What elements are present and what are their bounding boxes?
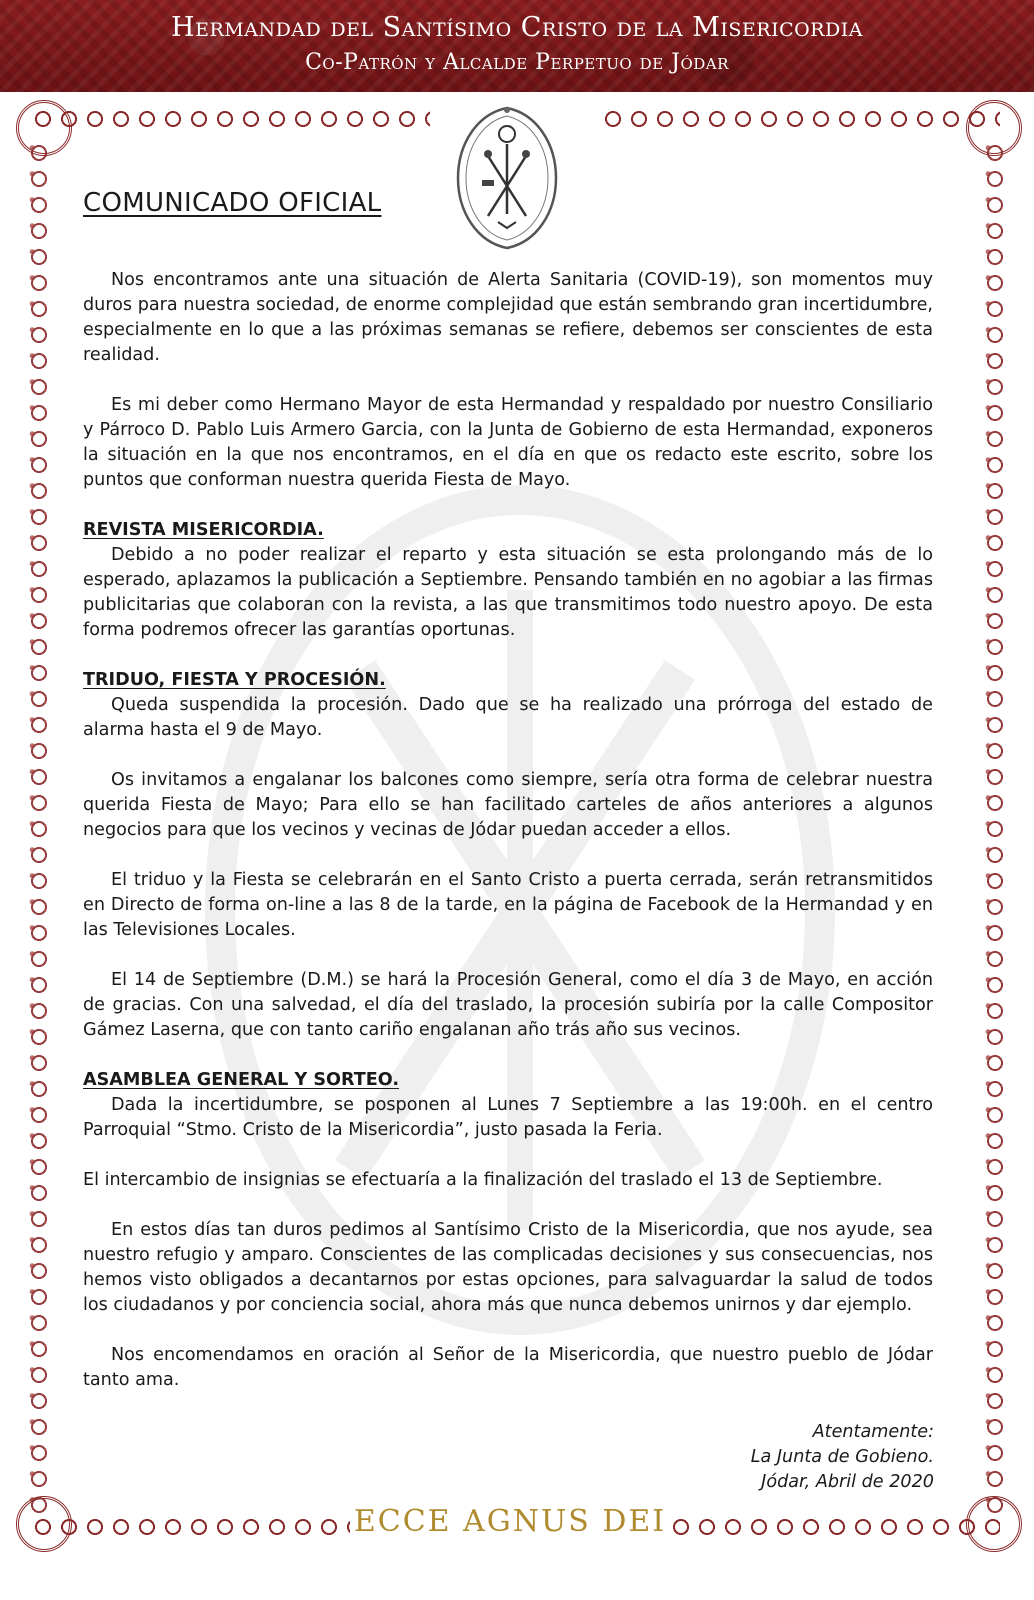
header-title: Hermandad del Santísimo Cristo de la Misericordia — [171, 12, 863, 43]
section-heading-triduo: TRIDUO, FIESTA Y PROCESIÓN. — [83, 670, 386, 690]
header-banner — [0, 0, 1034, 92]
paragraph: Dada la incertidumbre, se posponen al Lunes 7 Septiembre a las 19:00h. en el centro Parroquial “Stmo. Cristo de la Misericordia”, justo pasada la Feria. — [83, 1095, 933, 1140]
paragraph: El 14 de Septiembre (D.M.) se hará la Procesión General, como el día 3 de Mayo, en acción de gracias. Con una salvedad, el día del traslado, la procesión subiría por la calle Compositor Gámez Laserna, que con tanto cariño engalanan año trás año sus vecinos. — [83, 970, 933, 1040]
brotherhood-crest-icon — [452, 104, 562, 252]
section-heading-asamblea: ASAMBLEA GENERAL Y SORTEO. — [83, 1070, 400, 1090]
paragraph: Nos encontramos ante una situación de Alerta Sanitaria (COVID-19), son momentos muy duros para nuestra sociedad, de enorme complejidad que están sembrando gran incertidumbre, especialmente en lo que a las próximas semanas se refiere, debemos ser conscientes de esta realidad. — [83, 270, 933, 365]
signature-salutation: Atentamente: — [812, 1422, 934, 1442]
paragraph: El intercambio de insignias se efectuaría a la finalización del traslado el 13 de Septiembre. — [83, 1170, 883, 1190]
header-subtitle: Co-Patrón y Alcalde Perpetuo de Jódar — [305, 50, 729, 75]
ornamental-border-left — [22, 140, 56, 1520]
paragraph: En estos días tan duros pedimos al Santísimo Cristo de la Misericordia, que nos ayude, sea nuestro refugio y amparo. Conscientes de las complicadas decisiones y sus consecuencias, nos hemos visto obligados a decantarnos por estas opciones, para salvaguardar la salud de todos los ciudadanos y por conciencia social, ahora más que nunca debemos unirnos y dar ejemplo. — [83, 1220, 933, 1315]
page-title: COMUNICADO OFICIAL — [83, 188, 382, 218]
corner-ornament-icon — [966, 1496, 1022, 1552]
paragraph: Queda suspendida la procesión. Dado que se ha realizado una prórroga del estado de alarma hasta el 9 de Mayo. — [83, 695, 933, 740]
signature-block — [751, 1420, 934, 1495]
signature-place-date: Jódar, Abril de 2020 — [761, 1472, 934, 1492]
ornamental-border-right — [978, 140, 1012, 1520]
signature-signer: La Junta de Gobieno. — [750, 1447, 934, 1467]
paragraph: Os invitamos a engalanar los balcones como siempre, sería otra forma de celebrar nuestra querida Fiesta de Mayo; Para ello se han facilitado carteles de años anteriores a algunos negocios para que los vecinos y vecinas de Jódar puedan acceder a ellos. — [83, 770, 933, 840]
paragraph: Debido a no poder realizar el reparto y esta situación se esta prolongando más de lo esperado, aplazamos la publicación a Septiembre. Pensando también en no agobiar a las firmas publicitarias que colaboran con la revista, a las que transmitimos todo nuestro apoyo. De esta forma podremos ofrecer las garantías oportunas. — [83, 545, 933, 640]
paragraph: El triduo y la Fiesta se celebrarán en el Santo Cristo a puerta cerrada, serán retransmitidos en Directo de forma on-line a las 8 de la tarde, en la página de Facebook de la Hermandad y en las Televisiones Locales. — [83, 870, 933, 940]
footer-motto: ECCE AGNUS DEI — [353, 1504, 667, 1539]
ornamental-border-top-left — [30, 104, 430, 134]
paragraph: Nos encomendamos en oración al Señor de la Misericordia, que nuestro pueblo de Jódar tanto ama. — [83, 1345, 933, 1390]
document-body — [83, 268, 933, 1393]
paragraph: Es mi deber como Hermano Mayor de esta Hermandad y respaldado por nuestro Consiliario y Párroco D. Pablo Luis Armero Garcia, con la Junta de Gobierno de esta Hermandad, exponeros la situación en la que nos encontramos, en el día en que os redacto este escrito, sobre los puntos que conforman nuestra querida Fiesta de Mayo. — [83, 395, 933, 490]
ornamental-border-top-right — [600, 104, 1000, 134]
corner-ornament-icon — [16, 1496, 72, 1552]
ornamental-border-bottom-right — [668, 1512, 1000, 1542]
corner-ornament-icon — [966, 100, 1022, 156]
corner-ornament-icon — [16, 100, 72, 156]
ornamental-border-bottom-left — [30, 1512, 350, 1542]
section-heading-revista: REVISTA MISERICORDIA. — [83, 520, 324, 540]
